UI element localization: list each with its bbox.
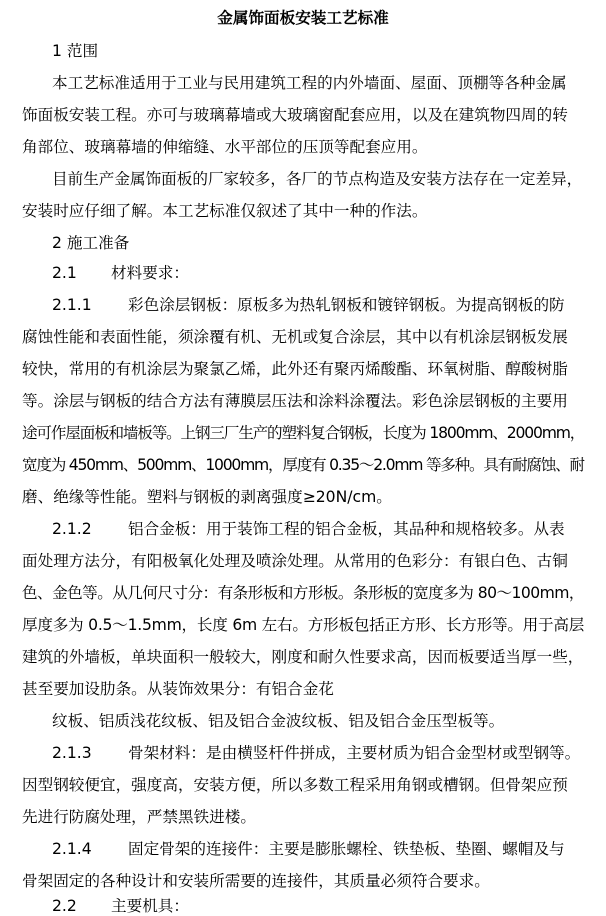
text-line [0,711,606,731]
text-line [0,583,606,603]
text-line [0,896,606,916]
text-line [0,647,606,667]
line-text: 面处理方法分，有阳极氧化处理及喷涂处理。从常用的色彩分：有银白色、古铜 [22,552,568,570]
line-text: 先进行防腐处理，严禁黑铁进楼。 [22,808,256,826]
section-number: 2.1.2 [52,520,92,538]
text-line [0,137,606,157]
line-text: 等。涂层与钢板的结合方法有薄膜层压法和涂料涂覆法。彩色涂层钢板的主要用 [22,392,568,410]
text-line [0,679,606,699]
text-line [0,519,606,539]
text-line [0,839,606,859]
line-text: 2 施工准备 [52,234,130,252]
text-line [0,73,606,93]
line-text: 固定骨架的连接件：主要是膨胀螺栓、铁垫板、垫圈、螺帽及与 [128,840,565,858]
text-line [0,327,606,347]
text-line [0,201,606,221]
text-line [0,871,606,891]
line-text: 腐蚀性能和表面性能，须涂覆有机、无机或复合涂层，其中以有机涂层钢板发展 [22,328,568,346]
section-number: 2.1 [52,264,77,282]
line-text: 彩色涂层钢板：原板多为热轧钢板和镀锌钢板。为提高钢板的防 [128,296,565,314]
line-text: 角部位、玻璃幕墙的伸缩缝、水平部位的压顶等配套应用。 [22,138,428,156]
text-line [0,105,606,125]
line-text: 宽度为 450mm、500mm、1000mm，厚度有 0.35～2.0mm 等多种。具有耐腐蚀、耐 [22,456,584,474]
line-text: 厚度多为 0.5～1.5mm，长度 6m 左右。方形板包括正方形、长方形等。用于高层 [22,616,585,634]
text-line [0,551,606,571]
text-line [0,41,606,61]
line-text: 甚至要加设肋条。从装饰效果分：有铝合金花 [22,680,334,698]
line-text: 本工艺标准适用于工业与民用建筑工程的内外墙面、屋面、顶棚等各种金属 [52,74,567,92]
line-text: 磨、绝缘等性能。塑料与钢板的剥离强度≥20N/cm。 [22,488,392,506]
text-line [0,233,606,253]
line-text: 材料要求： [111,264,189,282]
section-number: 2.1.4 [52,840,92,858]
line-text: 1 范围 [52,42,99,60]
text-line [0,455,606,475]
line-text: 安装时应仔细了解。本工艺标准仅叙述了其中一种的作法。 [22,202,428,220]
line-text: 纹板、铝质浅花纹板、铝及铝合金波纹板、铝及铝合金压型板等。 [52,712,505,730]
section-number: 2.1.1 [52,296,92,314]
line-text: 骨架材料：是由横竖杆件拼成，主要材质为铝合金型材或型钢等。 [128,744,581,762]
section-number: 2.2 [52,897,77,915]
text-line [0,487,606,507]
document-title: 金属饰面板安装工艺标准 [217,9,389,27]
text-line [0,615,606,635]
text-line [0,743,606,763]
text-line [0,391,606,411]
line-text: 较快，常用的有机涂层为聚氯乙烯，此外还有聚丙烯酸酯、环氧树脂、醇酸树脂 [22,360,568,378]
line-text: 目前生产金属饰面板的厂家较多，各厂的节点构造及安装方法存在一定差异， [52,170,583,188]
text-line [0,263,606,283]
line-text: 饰面板安装工程。亦可与玻璃幕墙或大玻璃窗配套应用，以及在建筑物四周的转 [22,106,568,124]
line-text: 因型钢较便宜，强度高，安装方便，所以多数工程采用角钢或槽钢。但骨架应预 [22,776,568,794]
text-line [0,423,606,443]
text-line [0,359,606,379]
line-text: 建筑的外墙板，单块面积一般较大，刚度和耐久性要求高，因而板要适当厚一些， [22,648,584,666]
text-line [0,169,606,189]
section-number: 2.1.3 [52,744,92,762]
line-text: 色、金色等。从几何尺寸分：有条形板和方形板。条形板的宽度多为 80～100mm， [22,584,584,602]
text-line [0,775,606,795]
line-text: 骨架固定的各种设计和安装所需要的连接件，其质量必须符合要求。 [22,872,490,890]
line-text: 途可作屋面板和墙板等。上钢三厂生产的塑料复合钢板，长度为 1800mm、2000mm， [22,424,585,442]
line-text: 铝合金板：用于装饰工程的铝合金板，其品种和规格较多。从表 [128,520,565,538]
text-line [0,807,606,827]
text-line [0,295,606,315]
line-text: 主要机具： [111,897,189,915]
